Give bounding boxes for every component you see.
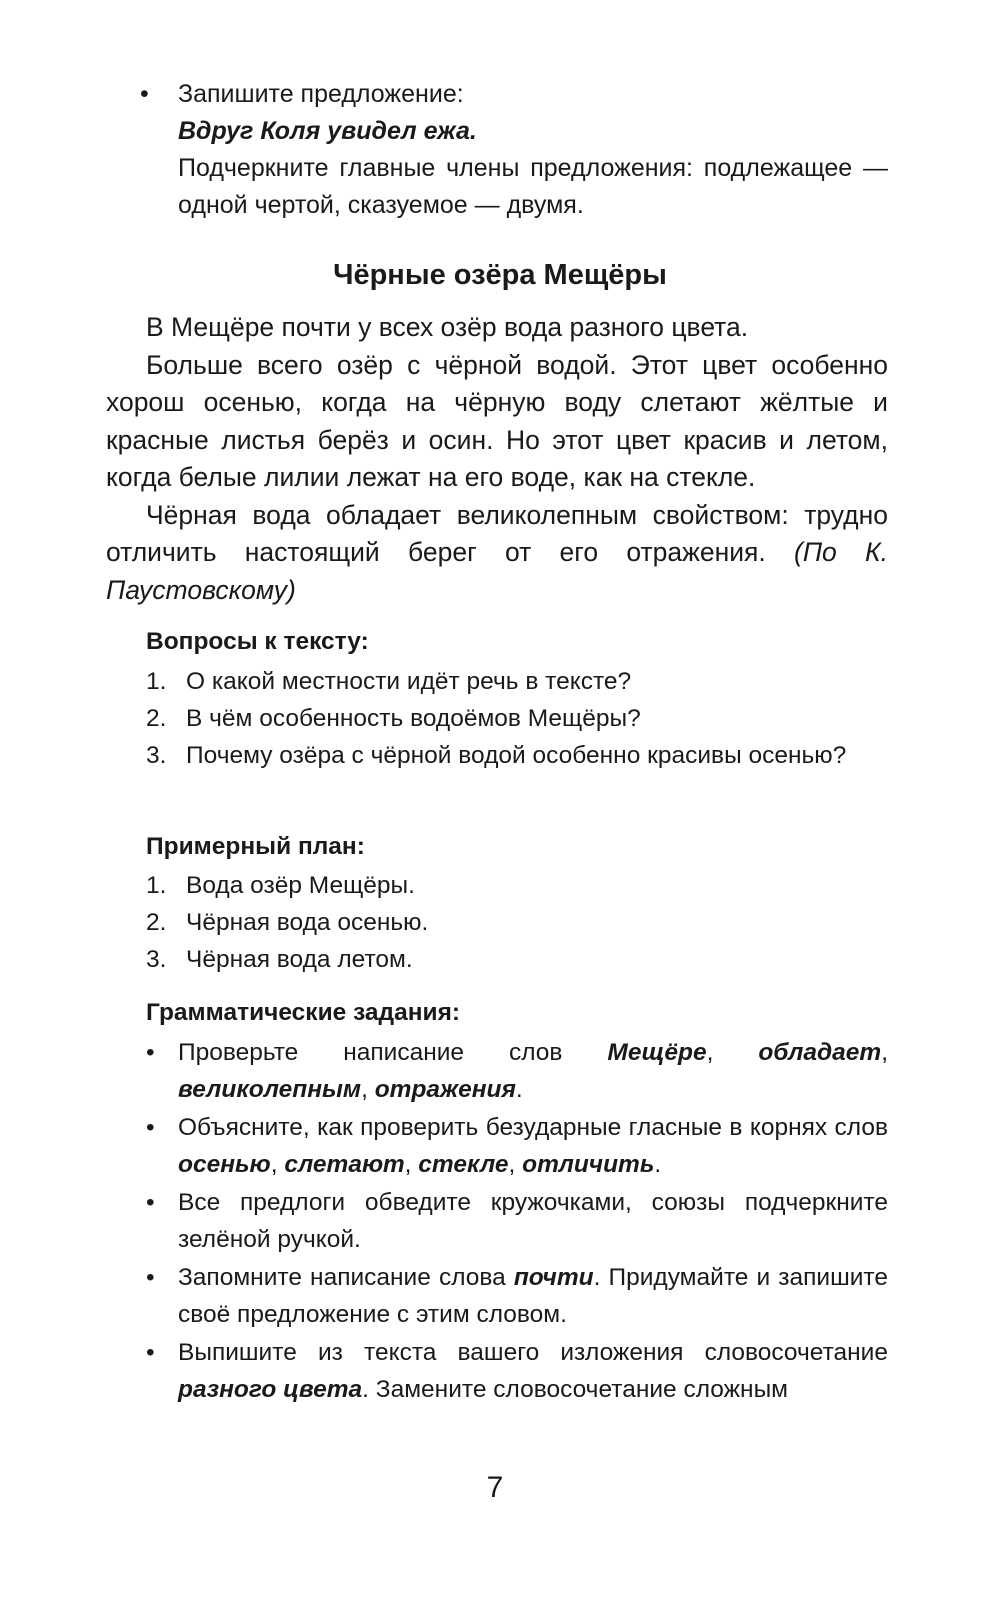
grammar-task xyxy=(146,1334,888,1408)
task-sep: . xyxy=(654,1151,662,1178)
exercise-instruction: Подчеркните главные члены предложения: подлежащее — одной чертой, сказуемое — двумя. xyxy=(178,154,888,219)
task-text: Все предлоги обведите кружочками, союзы подчеркните зелёной ручкой. xyxy=(178,1189,888,1253)
list-item xyxy=(106,737,888,774)
item-number: 3. xyxy=(146,946,167,973)
task-sep: , xyxy=(404,1151,419,1178)
questions-heading: Вопросы к тексту: xyxy=(146,628,369,655)
item-number: 1. xyxy=(146,668,167,695)
item-text: Чёрная вода летом. xyxy=(186,946,413,973)
item-number: 3. xyxy=(146,742,167,769)
item-number: 2. xyxy=(146,909,167,936)
grammar-task xyxy=(146,1259,888,1333)
task-sep: . xyxy=(515,1076,523,1103)
list-item xyxy=(106,663,888,700)
task-sep: , xyxy=(881,1039,889,1066)
grammar-tasks xyxy=(146,1034,888,1409)
story-title: Чёрные озёра Мещёры xyxy=(333,259,667,291)
item-text: В чём особенность водоёмов Мещёры? xyxy=(186,705,641,732)
task-word: Мещёре xyxy=(607,1039,707,1066)
item-text: Вода озёр Мещёры. xyxy=(186,872,415,899)
plan-heading: Примерный план: xyxy=(146,833,365,860)
task-sep: , xyxy=(508,1151,523,1178)
list-item xyxy=(106,867,888,904)
item-number: 1. xyxy=(146,872,167,899)
task-sep: , xyxy=(270,1151,285,1178)
task-sep: , xyxy=(706,1039,759,1066)
grammar-heading: Грамматические задания: xyxy=(146,999,461,1026)
task-word: обладает xyxy=(758,1039,882,1066)
story-paragraph-last xyxy=(106,497,888,610)
bullet: • xyxy=(146,1114,155,1141)
questions-list xyxy=(106,663,888,774)
task-word: отражения xyxy=(374,1076,516,1103)
task-word: великолепным xyxy=(178,1076,362,1103)
grammar-task xyxy=(146,1034,888,1108)
exercise-sentence: Вдруг Коля увидел ежа. xyxy=(178,117,477,145)
page-number: 7 xyxy=(486,1471,504,1504)
task-word: почти xyxy=(513,1264,594,1291)
grammar-task xyxy=(146,1184,888,1258)
story-paragraph: В Мещёре почти у всех озёр вода разного цвета. xyxy=(146,312,749,342)
bullet: • xyxy=(140,80,149,108)
bullet: • xyxy=(146,1039,155,1066)
task-word: разного цвета xyxy=(178,1376,363,1403)
task-text: Объясните, как проверить безударные гласные в корнях слов xyxy=(178,1114,888,1141)
list-item xyxy=(106,700,888,737)
task-word: осенью xyxy=(178,1151,271,1178)
story-source: (По К. Паустовскому) xyxy=(106,537,889,605)
task-word: стекле xyxy=(418,1151,509,1178)
item-text: О какой местности идёт речь в тексте? xyxy=(186,668,632,695)
task-text: . Замените словосочетание сложным xyxy=(362,1376,789,1403)
task-text: Проверьте написание слов xyxy=(178,1039,608,1066)
task-text: . Придумайте и запишите своё предложение с этим словом. xyxy=(178,1264,888,1328)
task-text: Запомните написание слова xyxy=(178,1264,514,1291)
grammar-task xyxy=(146,1109,888,1183)
bullet: • xyxy=(146,1189,155,1216)
list-item xyxy=(106,904,888,941)
list-item xyxy=(106,941,888,978)
task-word: отличить xyxy=(522,1151,655,1178)
task-word: слетают xyxy=(284,1151,405,1178)
item-number: 2. xyxy=(146,705,167,732)
task-text: Выпишите из текста вашего изложения словосочетание xyxy=(178,1339,888,1366)
story-text xyxy=(106,309,888,609)
story-paragraph: Больше всего озёр с чёрной водой. Этот цвет особенно хорош осенью, когда на чёрную воду слетают жёлтые и красные листья берёз и осин. Но этот цвет красив и летом, когда белые лилии лежат на его воде, как на стекле. xyxy=(106,349,888,492)
bullet: • xyxy=(146,1339,155,1366)
story-paragraph-text: Чёрная вода обладает великолепным свойством: трудно отличить настоящий берег от его отражения. xyxy=(106,499,888,567)
item-text: Чёрная вода осенью. xyxy=(186,909,429,936)
exercise-intro: Запишите предложение: xyxy=(178,80,464,108)
plan-list xyxy=(106,867,888,978)
exercise-block xyxy=(140,76,888,224)
bullet: • xyxy=(146,1264,155,1291)
item-text: Почему озёра с чёрной водой особенно красивы осенью? xyxy=(186,742,847,769)
task-sep: , xyxy=(361,1076,375,1103)
